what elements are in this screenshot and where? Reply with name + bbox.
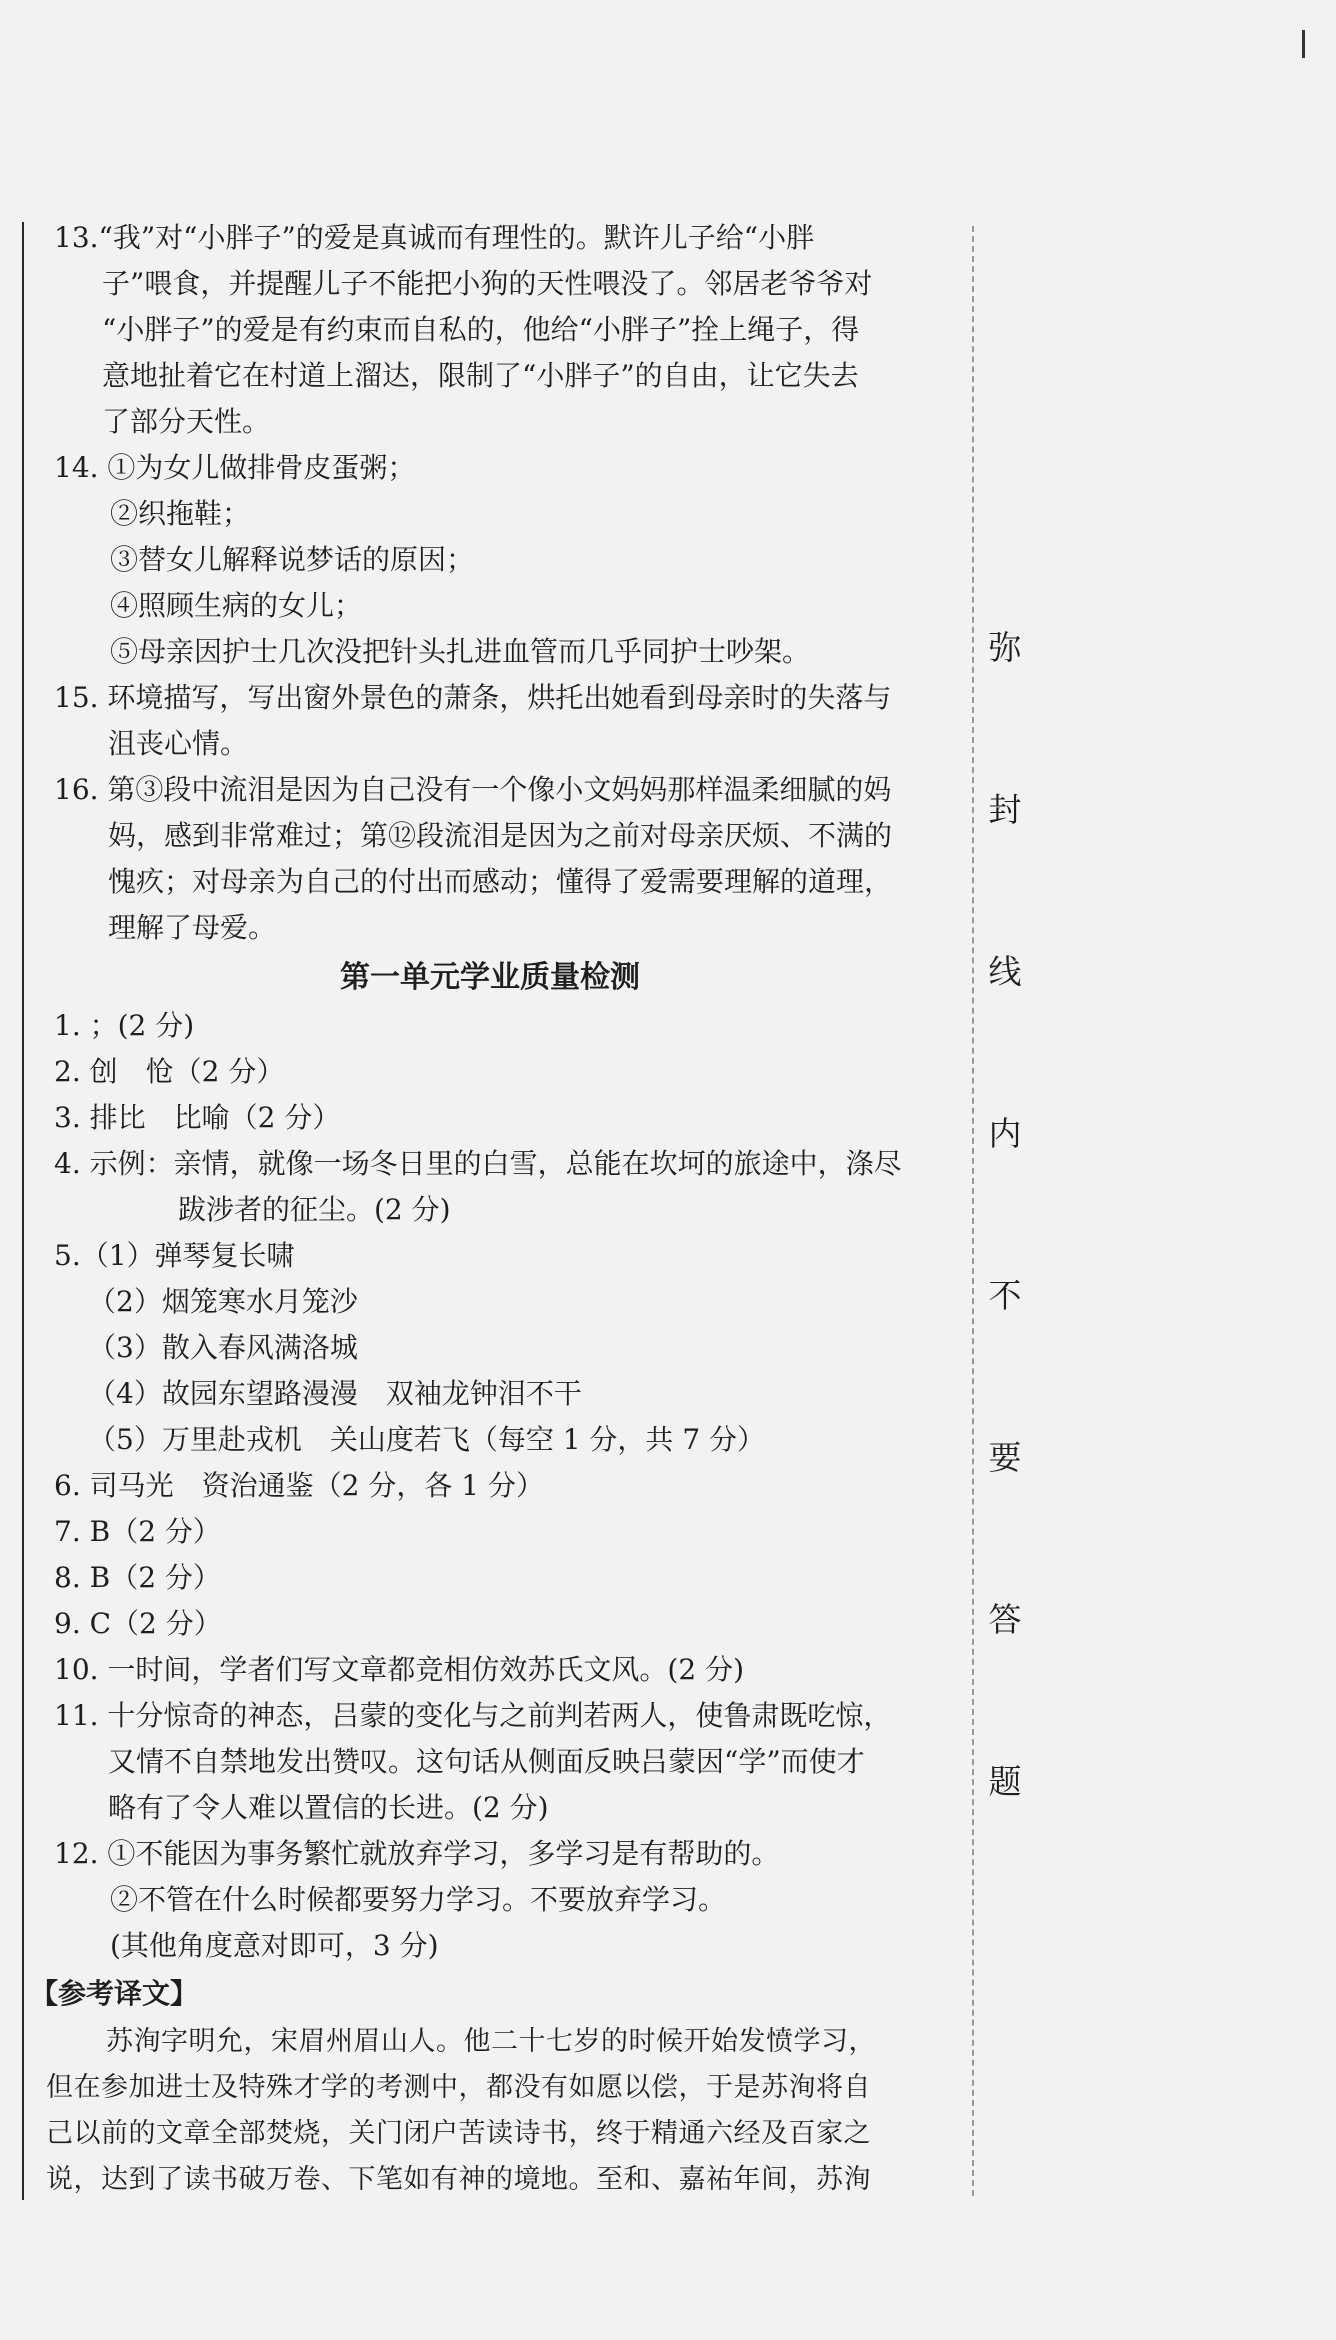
answer-line: ③替女儿解释说梦话的原因；	[110, 543, 475, 576]
answer-line: 16. 第③段中流泪是因为自己没有一个像小文妈妈那样温柔细腻的妈	[54, 773, 892, 806]
seal-char: 线	[988, 952, 1022, 991]
answer-line: （4）故园东望路漫漫 双袖龙钟泪不干	[88, 1377, 582, 1410]
seal-dashed-line	[972, 226, 974, 2196]
answer-line: 13.“我”对“小胖子”的爱是真诚而有理性的。默许儿子给“小胖	[54, 221, 815, 254]
seal-char: 不	[988, 1276, 1022, 1315]
answer-line: 跋涉者的征尘。(2 分)	[178, 1193, 451, 1226]
answer-line: （3）散入春风满洛城	[88, 1331, 358, 1364]
answer-line: “小胖子”的爱是有约束而自私的，他给“小胖子”拴上绳子，得	[102, 313, 860, 346]
answer-line: 14. ①为女儿做排骨皮蛋粥；	[54, 451, 416, 484]
answer-line: 略有了令人难以置信的长进。(2 分)	[108, 1791, 549, 1824]
answer-line: 9. C（2 分）	[54, 1607, 222, 1640]
answer-line: 意地扯着它在村道上溜达，限制了“小胖子”的自由，让它失去	[102, 359, 859, 392]
answer-line: 5.（1）弹琴复长啸	[54, 1239, 295, 1272]
answer-line: 10. 一时间，学者们写文章都竞相仿效苏氏文风。(2 分)	[54, 1653, 744, 1686]
page-corner-mark	[1302, 30, 1305, 58]
translation-line: 说，达到了读书破万卷、下笔如有神的境地。至和、嘉祐年间，苏洵	[46, 2164, 871, 2195]
answer-line: （5）万里赴戎机 关山度若飞（每空 1 分，共 7 分）	[88, 1423, 766, 1456]
answer-line: 3. 排比 比喻（2 分）	[54, 1101, 341, 1134]
translation-line: 己以前的文章全部焚烧，关门闭户苦读诗书，终于精通六经及百家之	[46, 2118, 871, 2149]
answer-line: 15. 环境描写，写出窗外景色的萧条，烘托出她看到母亲时的失落与	[54, 681, 892, 714]
answer-line: 11. 十分惊奇的神态，吕蒙的变化与之前判若两人，使鲁肃既吃惊，	[54, 1699, 892, 1732]
answer-line: 沮丧心情。	[108, 727, 249, 760]
answer-line: 又情不自禁地发出赞叹。这句话从侧面反映吕蒙因“学”而使才	[108, 1745, 865, 1778]
answer-line: (其他角度意对即可，3 分)	[110, 1929, 439, 1962]
answer-line: ⑤母亲因护士几次没把针头扎进血管而几乎同护士吵架。	[110, 635, 811, 668]
answer-line: ②织拖鞋；	[110, 497, 251, 530]
answer-line: 妈，感到非常难过；第⑫段流泪是因为之前对母亲厌烦、不满的	[108, 819, 893, 852]
answer-line: 6. 司马光 资治通鉴（2 分，各 1 分）	[54, 1469, 544, 1502]
answer-line: 理解了母爱。	[108, 911, 277, 944]
answer-line: （2）烟笼寒水月笼沙	[88, 1285, 358, 1318]
answer-line: ②不管在什么时候都要努力学习。不要放弃学习。	[110, 1883, 727, 1916]
seal-char: 弥	[988, 628, 1022, 667]
answer-line: ④照顾生病的女儿；	[110, 589, 363, 622]
answer-line: 8. B（2 分）	[54, 1561, 221, 1594]
seal-char: 封	[988, 790, 1022, 829]
translation-line: 苏洵字明允，宋眉州眉山人。他二十七岁的时候开始发愤学习，	[106, 2026, 876, 2057]
answer-line: 子”喂食，并提醒儿子不能把小狗的天性喂没了。邻居老爷爷对	[102, 267, 873, 300]
section-heading: 第一单元学业质量检测	[340, 960, 640, 995]
answer-line: 12. ①不能因为事务繁忙就放弃学习，多学习是有帮助的。	[54, 1837, 780, 1870]
seal-char: 要	[988, 1438, 1022, 1477]
answer-line: 7. B（2 分）	[54, 1515, 221, 1548]
seal-char: 内	[988, 1114, 1022, 1153]
translation-line: 但在参加进士及特殊才学的考测中，都没有如愿以偿，于是苏洵将自	[46, 2072, 871, 2103]
seal-char: 题	[988, 1762, 1022, 1801]
answer-line: 2. 创 怆（2 分）	[54, 1055, 285, 1088]
seal-char: 答	[988, 1600, 1022, 1639]
answer-line: 1. ；(2 分)	[54, 1009, 195, 1042]
reference-translation-title: 【参考译文】	[30, 1977, 199, 2010]
answer-line: 愧疚；对母亲为自己的付出而感动；懂得了爱需要理解的道理，	[108, 865, 893, 898]
answer-line: 4. 示例：亲情，就像一场冬日里的白雪，总能在坎坷的旅途中，涤尽	[54, 1147, 902, 1180]
answer-line: 了部分天性。	[102, 405, 271, 438]
